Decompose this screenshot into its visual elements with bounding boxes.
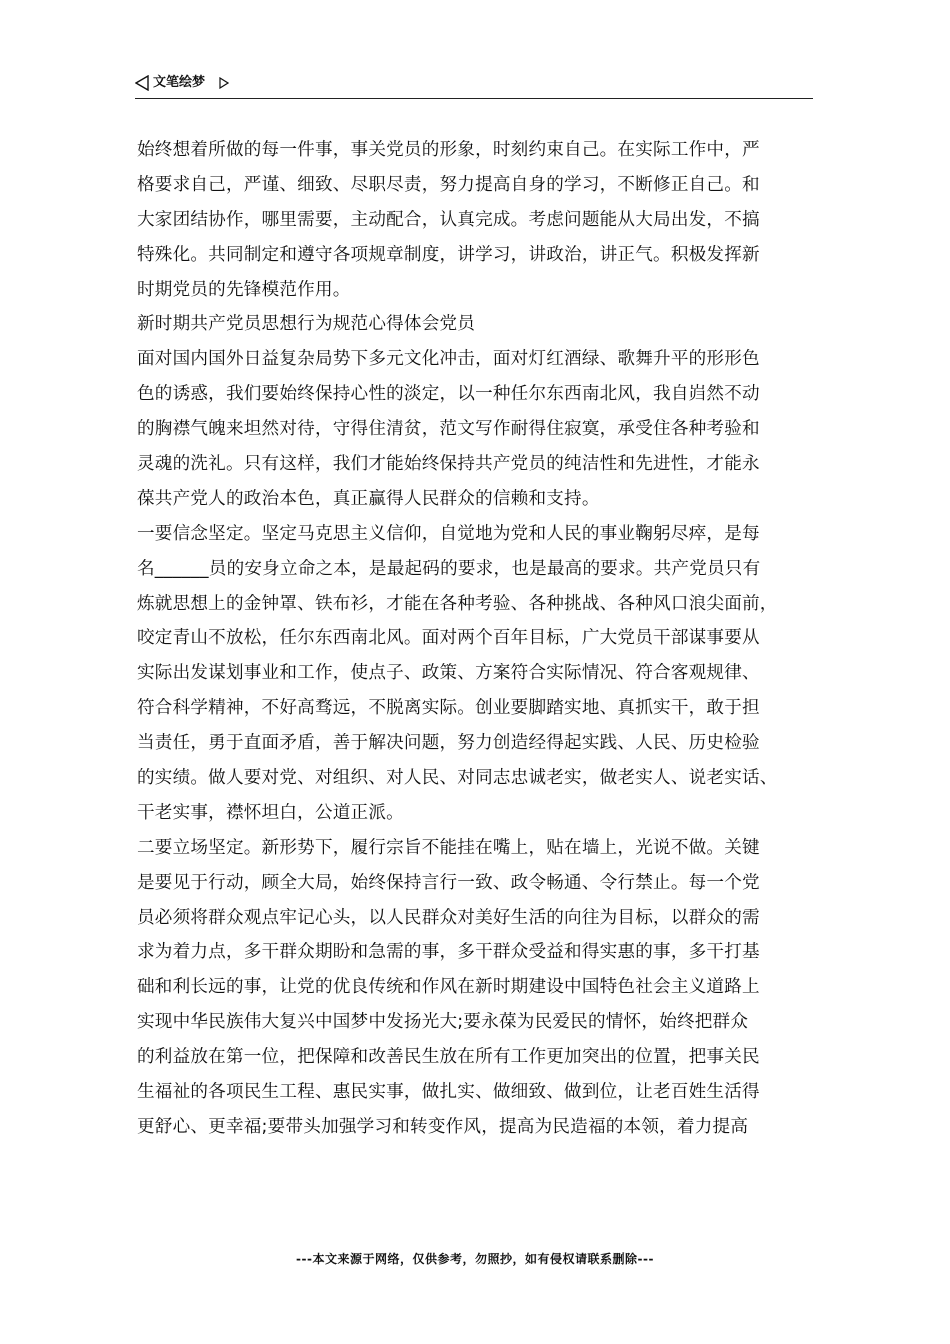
- text-line: 求为着力点，多干群众期盼和急需的事，多干群众受益和得实惠的事，多干打基: [137, 942, 760, 963]
- text-line: 葆共产党人的政治本色，真正赢得人民群众的信赖和支持。: [137, 488, 600, 509]
- text-line: 的实绩。做人要对党、对组织、对人民、对同志忠诚老实，做老实人、说老实话、: [137, 768, 778, 789]
- text-line: 础和利长远的事，让党的优良传统和作风在新时期建设中国特色社会主义道路上: [137, 977, 760, 998]
- text-line: 员必须将群众观点牢记心头，以人民群众对美好生活的向往为目标，以群众的需: [137, 907, 760, 928]
- text-line: 时期党员的先锋模范作用。: [137, 279, 351, 300]
- text-line: 炼就思想上的金钟罩、铁布衫，才能在各种考验、各种挑战、各种风口浪尖面前，: [137, 593, 778, 614]
- text-line: 的利益放在第一位，把保障和改善民生放在所有工作更加突出的位置，把事关民: [137, 1047, 760, 1068]
- text-line: 的胸襟气魄来坦然对待，守得住清贫，范文写作耐得住寂寞，承受住各种考验和: [137, 419, 760, 440]
- text-line: 格要求自己，严谨、细致、尽职尽责，努力提高自身的学习，不断修正自己。和: [137, 174, 760, 195]
- triangle-left-icon: [135, 75, 149, 91]
- text-line: 二要立场坚定。新形势下，履行宗旨不能挂在嘴上，贴在墙上，光说不做。关键: [137, 837, 760, 858]
- triangle-right-icon: [219, 77, 229, 89]
- text-line: 始终想着所做的每一件事，事关党员的形象，时刻约束自己。在实际工作中，严: [137, 140, 760, 160]
- text-line: 大家团结协作，哪里需要，主动配合，认真完成。考虑问题能从大局出发，不搞: [137, 209, 760, 230]
- text-line: 实现中华民族伟大复兴中国梦中发扬光大;要永葆为民爱民的情怀，始终把群众: [137, 1012, 749, 1033]
- text-line: 生福祉的各项民生工程、惠民实事，做扎实、做细致、做到位，让老百姓生活得: [137, 1082, 760, 1103]
- header-brand: [135, 74, 229, 92]
- text-line: 符合科学精神，不好高骛远，不脱离实际。创业要脚踏实地、真抓实干，敢于担: [137, 698, 760, 719]
- text-line: 当责任，勇于直面矛盾，善于解决问题，努力创造经得起实践、人民、历史检验: [137, 733, 760, 754]
- text-line: 特殊化。共同制定和遵守各项规章制度，讲学习，讲政治，讲正气。积极发挥新: [137, 244, 760, 265]
- text-line: 灵魂的洗礼。只有这样，我们才能始终保持共产党员的纯洁性和先进性，才能永: [137, 454, 760, 475]
- text-line: 名______员的安身立命之本，是最起码的要求，也是最高的要求。共产党员只有: [137, 558, 761, 579]
- header-brand-text: 文笔绘梦: [153, 75, 206, 90]
- page-header: [135, 72, 813, 99]
- section-title: 新时期共产党员思想行为规范心得体会党员: [137, 314, 476, 335]
- text-line: 实际出发谋划事业和工作，使点子、政策、方案符合实际情况、符合客观规律、: [137, 663, 760, 684]
- page-footer-disclaimer: ---本文来源于网络，仅供参考，勿照抄，如有侵权请联系删除---: [296, 1252, 654, 1266]
- document-body: [137, 133, 827, 1145]
- text-line: 色的诱惑，我们要始终保持心性的淡定，以一种任尔东西南北风，我自岿然不动: [137, 384, 760, 405]
- text-line: 面对国内国外日益复杂局势下多元文化冲击，面对灯红酒绿、歌舞升平的形形色: [137, 349, 760, 370]
- text-line: 一要信念坚定。坚定马克思主义信仰，自觉地为党和人民的事业鞠躬尽瘁，是每: [137, 523, 760, 544]
- text-line: 咬定青山不放松，任尔东西南北风。面对两个百年目标，广大党员干部谋事要从: [137, 628, 760, 649]
- text-line: 干老实事，襟怀坦白，公道正派。: [137, 802, 404, 823]
- text-line: 是要见于行动，顾全大局，始终保持言行一致、政令畅通、令行禁止。每一个党: [137, 872, 760, 893]
- text-line: 更舒心、更幸福;要带头加强学习和转变作风，提高为民造福的本领，着力提高: [137, 1116, 749, 1137]
